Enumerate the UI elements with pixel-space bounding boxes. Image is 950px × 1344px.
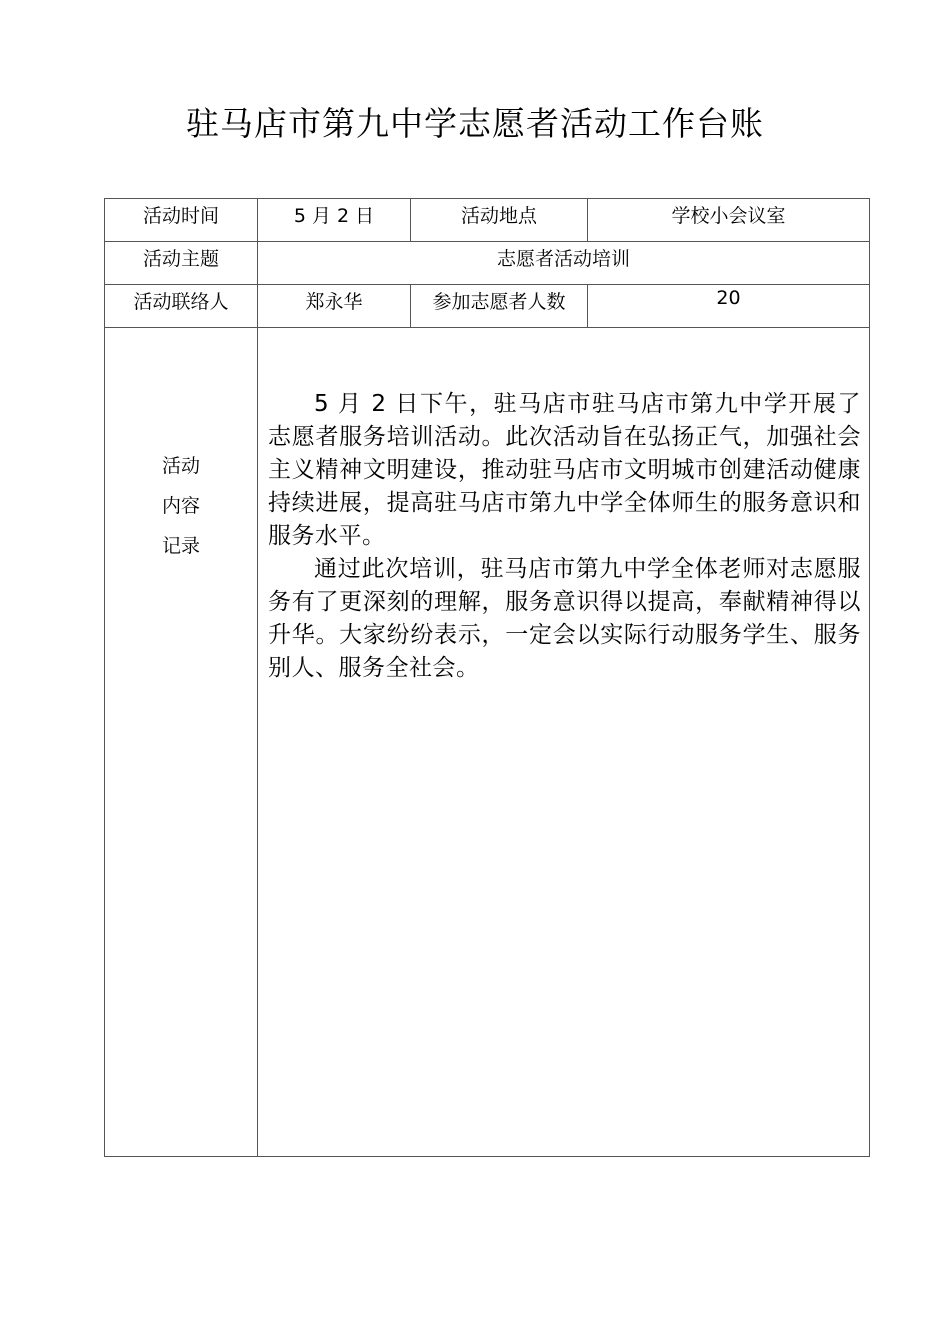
table-row-theme [105,242,870,285]
content-record-body [258,328,870,1157]
theme-value: 志愿者活动培训 [258,242,870,285]
time-value: 5 月 2 日 [258,199,411,242]
place-label: 活动地点 [411,199,588,242]
table-row-contact [105,285,870,328]
content-label-line: 活动 [161,455,200,477]
content-record-label [105,328,258,1157]
time-label: 活动时间 [105,199,258,242]
content-label-line: 内容 [161,495,200,517]
contact-value: 郑永华 [258,285,411,328]
theme-label: 活动主题 [105,242,258,285]
volunteer-count-value: 20 [588,285,870,328]
content-paragraph: 通过此次培训，驻马店市第九中学全体老师对志愿服务有了更深刻的理解，服务意识得以提高，奉献精神得以升华。大家纷纷表示，一定会以实际行动服务学生、服务别人、服务全社会。 [268,556,861,681]
page-title: 驻马店市第九中学志愿者活动工作台账 [186,104,764,143]
content-label-line: 记录 [161,535,200,557]
table-row-content [105,328,870,1157]
content-paragraph: 5 月 2 日下午，驻马店市驻马店市第九中学开展了志愿者服务培训活动。此次活动旨在弘扬正气，加强社会主义精神文明建设，推动驻马店市文明城市创建活动健康持续进展，提高驻马店市第九中学全体师生的服务意识和服务水平。 [268,391,861,549]
contact-label: 活动联络人 [105,285,258,328]
table-row-time [105,199,870,242]
place-value: 学校小会议室 [588,199,870,242]
volunteer-count-label: 参加志愿者人数 [411,285,588,328]
activity-ledger-table [104,198,870,1157]
